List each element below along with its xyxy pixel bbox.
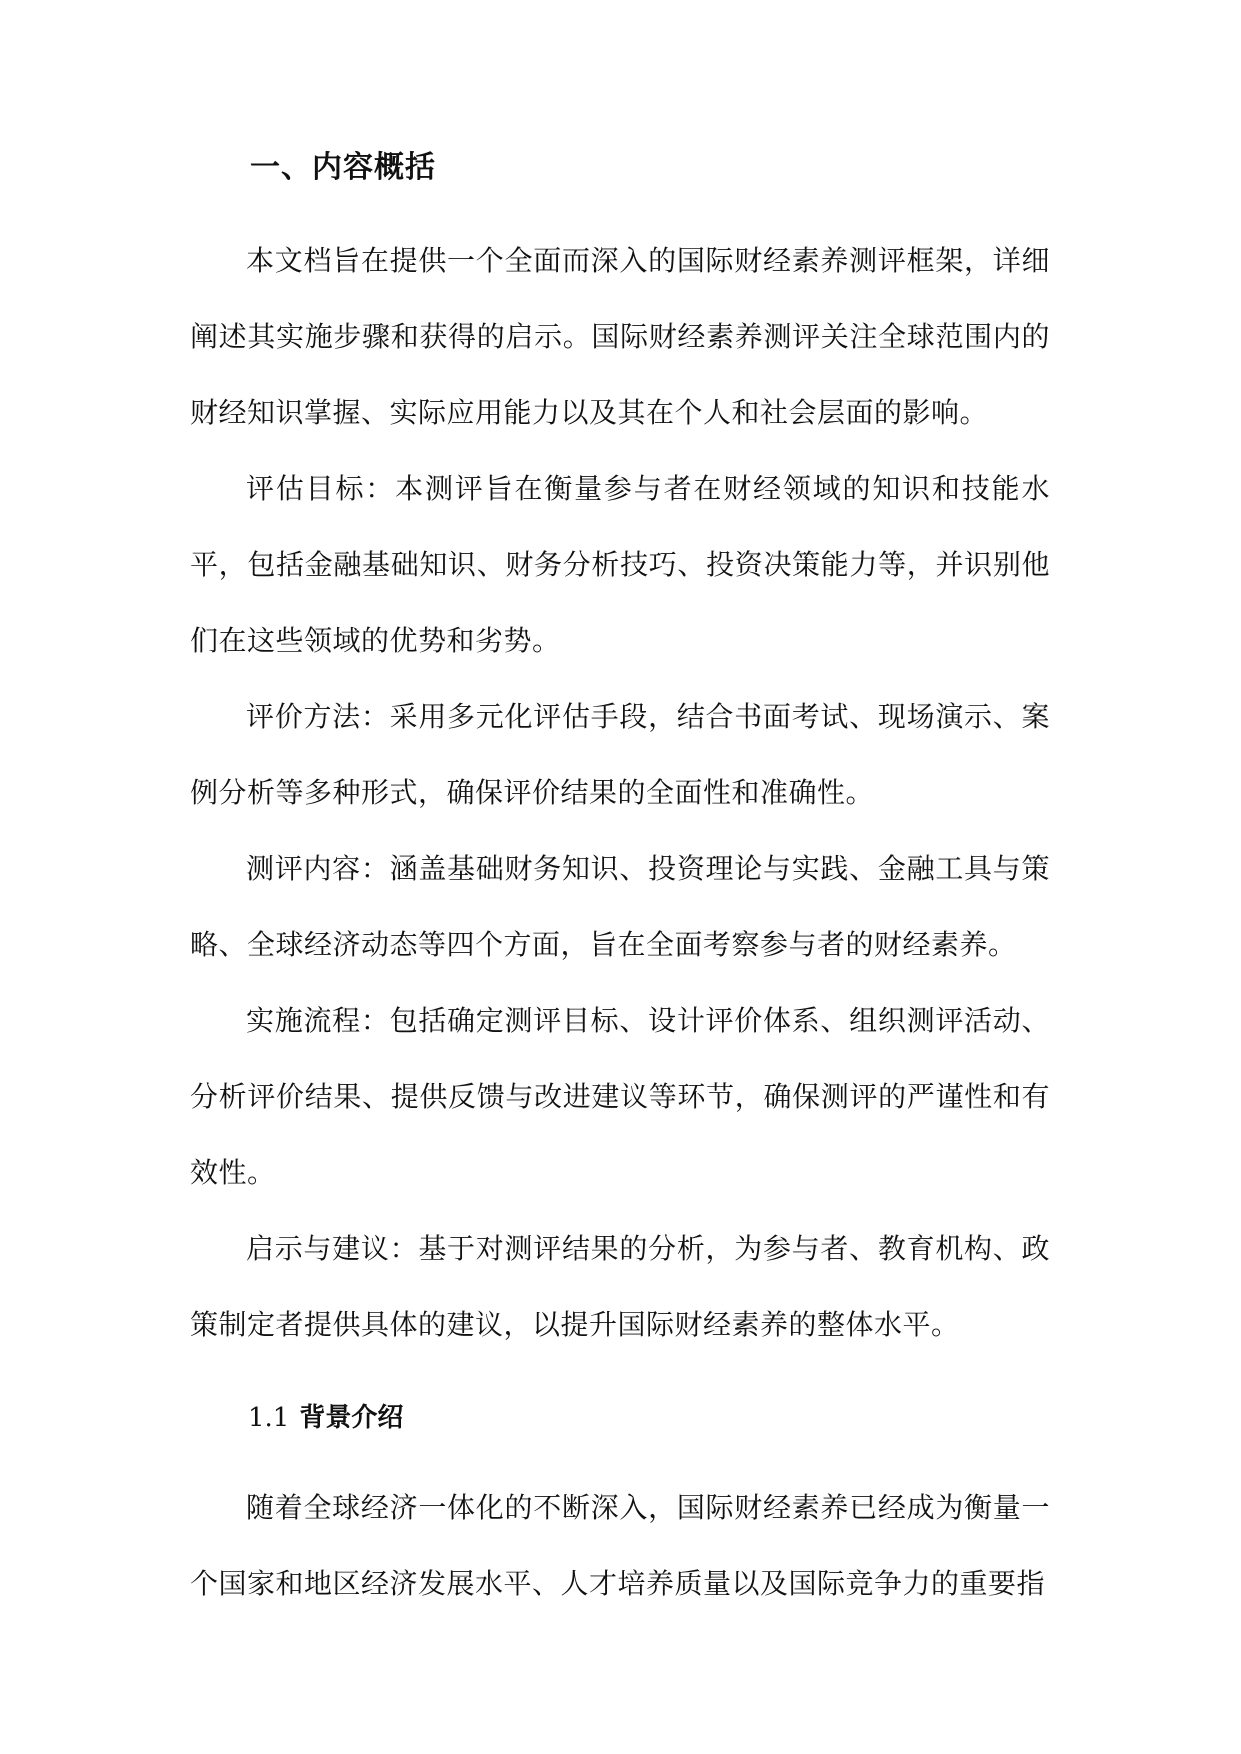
intro-paragraph: 本文档旨在提供一个全面而深入的国际财经素养测评框架，详细阐述其实施步骤和获得的启示。国际财经素养测评关注全球范围内的财经知识掌握、实际应用能力以及其在个人和社会层面的影响。 bbox=[190, 244, 1050, 429]
paragraph-insights-suggestions: 启示与建议：基于对测评结果的分析，为参与者、教育机构、政策制定者提供具体的建议，以提升国际财经素养的整体水平。 bbox=[190, 1232, 1050, 1341]
section-heading-background bbox=[248, 1403, 1050, 1434]
paragraph-implementation-process: 实施流程：包括确定测评目标、设计评价体系、组织测评活动、分析评价结果、提供反馈与改进建议等环节，确保测评的严谨性和有效性。 bbox=[190, 1004, 1050, 1189]
paragraph-assessment-goal: 评估目标：本测评旨在衡量参与者在财经领域的知识和技能水平，包括金融基础知识、财务分析技巧、投资决策能力等，并识别他们在这些领域的优势和劣势。 bbox=[190, 472, 1050, 657]
paragraph-assessment-content: 测评内容：涵盖基础财务知识、投资理论与实践、金融工具与策略、全球经济动态等四个方面，旨在全面考察参与者的财经素养。 bbox=[190, 852, 1050, 961]
section-title: 背景介绍 bbox=[299, 1403, 404, 1433]
paragraph-evaluation-method: 评价方法：采用多元化评估手段，结合书面考试、现场演示、案例分析等多种形式，确保评价结果的全面性和准确性。 bbox=[190, 700, 1050, 809]
background-paragraph: 随着全球经济一体化的不断深入，国际财经素养已经成为衡量一个国家和地区经济发展水平、人才培养质量以及国际竞争力的重要指 bbox=[190, 1491, 1050, 1601]
page-content bbox=[190, 150, 1050, 1622]
section-number: 1.1 bbox=[248, 1403, 290, 1433]
heading-content-summary: 一、内容概括 bbox=[250, 150, 436, 185]
